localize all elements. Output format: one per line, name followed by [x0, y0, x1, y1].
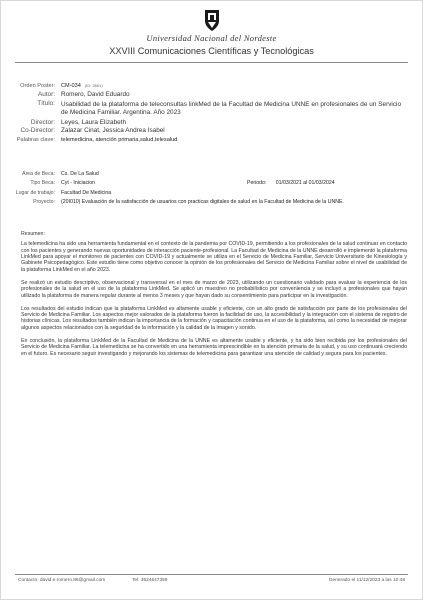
- tipo-beca-row: [1, 180, 422, 186]
- beca-info: [1, 171, 422, 206]
- resumen-paragraph-4: En conclusión, la plataforma LinkMed de la Facultad de Medicina de la UNNE es altamente usable y eficiente, y ha sido bien recibida por los profesionales del Servicio de Medicina Familiar. La telemedicina se ha convertido en una herramienta imprescindible en la atención primaria de la salud, y su uso continuará creciendo en el futuro. Es necesario seguir investigando y mejorando los sistemas de telemedicina para garantizar una atención de calidad y segura para los pacientes.: [21, 337, 407, 357]
- autor-value: Romero, David Eduardo: [61, 90, 130, 98]
- area-label: Área de Beca:: [22, 171, 55, 177]
- area-value: Cs. De La Salud: [61, 171, 99, 177]
- orden-poster-value: CM-034: [61, 83, 81, 89]
- orden-poster-row: [1, 83, 422, 90]
- palabras-clave-label: Palabras clave:: [16, 137, 55, 144]
- event-title: XXVIII Comunicaciones Científicas y Tecnológicas: [109, 46, 314, 56]
- footer-contact: Contacto: david.e.romero.86@gmail.com: [18, 578, 106, 583]
- university-name: Universidad Nacional del Nordeste: [146, 33, 277, 43]
- resumen-section: [21, 231, 407, 364]
- poster-info: [1, 83, 422, 144]
- tipo-beca-label: Tipo Beca:: [30, 180, 55, 187]
- autor-row: [1, 92, 422, 99]
- autor-label: Autor:: [37, 90, 55, 98]
- resumen-paragraph-1: La telemedicina ha sido una herramienta fundamental en el contexto de la pandemia por COVID-19, permitiendo a los profesionales de la salud continuar en contacto con los pacientes y generando nuevas oportunidades de interacción paciente-profesional. La Facultad de Medicina de la UNNE desarrolló e implementó la plataforma LinkMed para apoyar el monitoreo de pacientes con COVID-19 y actualmente se utiliza en el Servicio de Medicina Familiar, Servicio Universitario de Kinesiología y Gabinete Psicopedagógico. Este estudio tiene como objetivo conocer la opinión de los profesionales del Servicio de Medicina Familiar sobre el nivel de usabilidad de la plataforma LinkMed en el año 2023.: [21, 241, 407, 273]
- director-label: Director:: [30, 118, 55, 126]
- palabras-clave-value: telemedicina, atención primaria,salud,telesalud: [61, 137, 178, 144]
- area-row: [1, 171, 422, 177]
- document-header: [1, 1, 422, 63]
- footer-tel: Tel: 3624647359: [132, 578, 168, 583]
- titulo-value: Usabilidad de la plataforma de teleconsultas linkMed de la Facultad de Medicina UNNE en profesionales de un Servicio de Medicina Familiar. Argentina. Año 2023: [61, 100, 401, 116]
- lugar-label: Lugar de trabajo:: [15, 189, 55, 196]
- codirector-row: [1, 128, 422, 135]
- orden-poster-id: (ID: 2661): [84, 83, 103, 88]
- header-divider: [15, 62, 408, 63]
- codirector-value: Zalazar Cinat, Jessica Andrea Isabel: [61, 127, 165, 135]
- lugar-row: [1, 190, 422, 196]
- director-value: Leyes, Laura Elizabeth: [61, 118, 127, 126]
- periodo: [247, 180, 335, 186]
- titulo-label: Título:: [37, 99, 55, 107]
- periodo-value: 01/03/2021 al 01/03/2024: [275, 180, 335, 187]
- director-row: [1, 120, 422, 127]
- footer-divider: [15, 574, 408, 575]
- periodo-label: Periodo:: [247, 180, 267, 187]
- palabras-clave-row: [1, 137, 422, 144]
- resumen-label: Resumen:: [21, 231, 45, 237]
- proyecto-label: Proyecto:: [33, 199, 55, 206]
- tipo-beca-value: Cyt - Iniciacion: [61, 180, 96, 187]
- university-logo-icon: [204, 9, 220, 32]
- codirector-label: Co-Director:: [20, 127, 55, 135]
- resumen-paragraph-3: Los resultados del estudio indican que la plataforma LinkMed es altamente usable y eficiente, con un alto grado de satisfacción por parte de los profesionales del Servicio de Medicina Familiar. Los aspectos mejor valorados de la plataforma fueron la facilidad de uso, la accesibilidad y la integración con el sistema de registro de historias clínicas. Los resultados también indican la importancia de la formación y capacitación continua en el uso de la plataforma, así como la necesidad de mejorar algunos aspectos relacionados con la seguridad de la información y la calidad de la imagen y sonido.: [21, 305, 407, 331]
- orden-poster-label: Orden Poster:: [20, 83, 55, 89]
- resumen-paragraph-2: Se realizó un estudio descriptivo, observacional y transversal en el mes de marzo de 2023, utilizando un cuestionario validado para evaluar la experiencia de los profesionales de la salud en el uso de la plataforma LinkMed. Se aplicó un muestreo no probabilístico por conveniencia y se incluyó a profesionales que hayan utilizado la plataforma de manera regular durante al menos 3 meses y que hayan dado su consentimiento para participar en la investigación.: [21, 279, 407, 299]
- lugar-value: Facultad De Medicina: [61, 189, 112, 196]
- proyecto-value: (20I010) Evaluación de la satisfacción de usuarios con practicas digitales de salud en la Facultad de Medicina de la UNNE.: [61, 199, 344, 206]
- footer-generated: Generado el 11/12/2023 a las 10:48: [328, 578, 405, 583]
- proyecto-row: [1, 199, 422, 205]
- titulo-row: [1, 101, 422, 117]
